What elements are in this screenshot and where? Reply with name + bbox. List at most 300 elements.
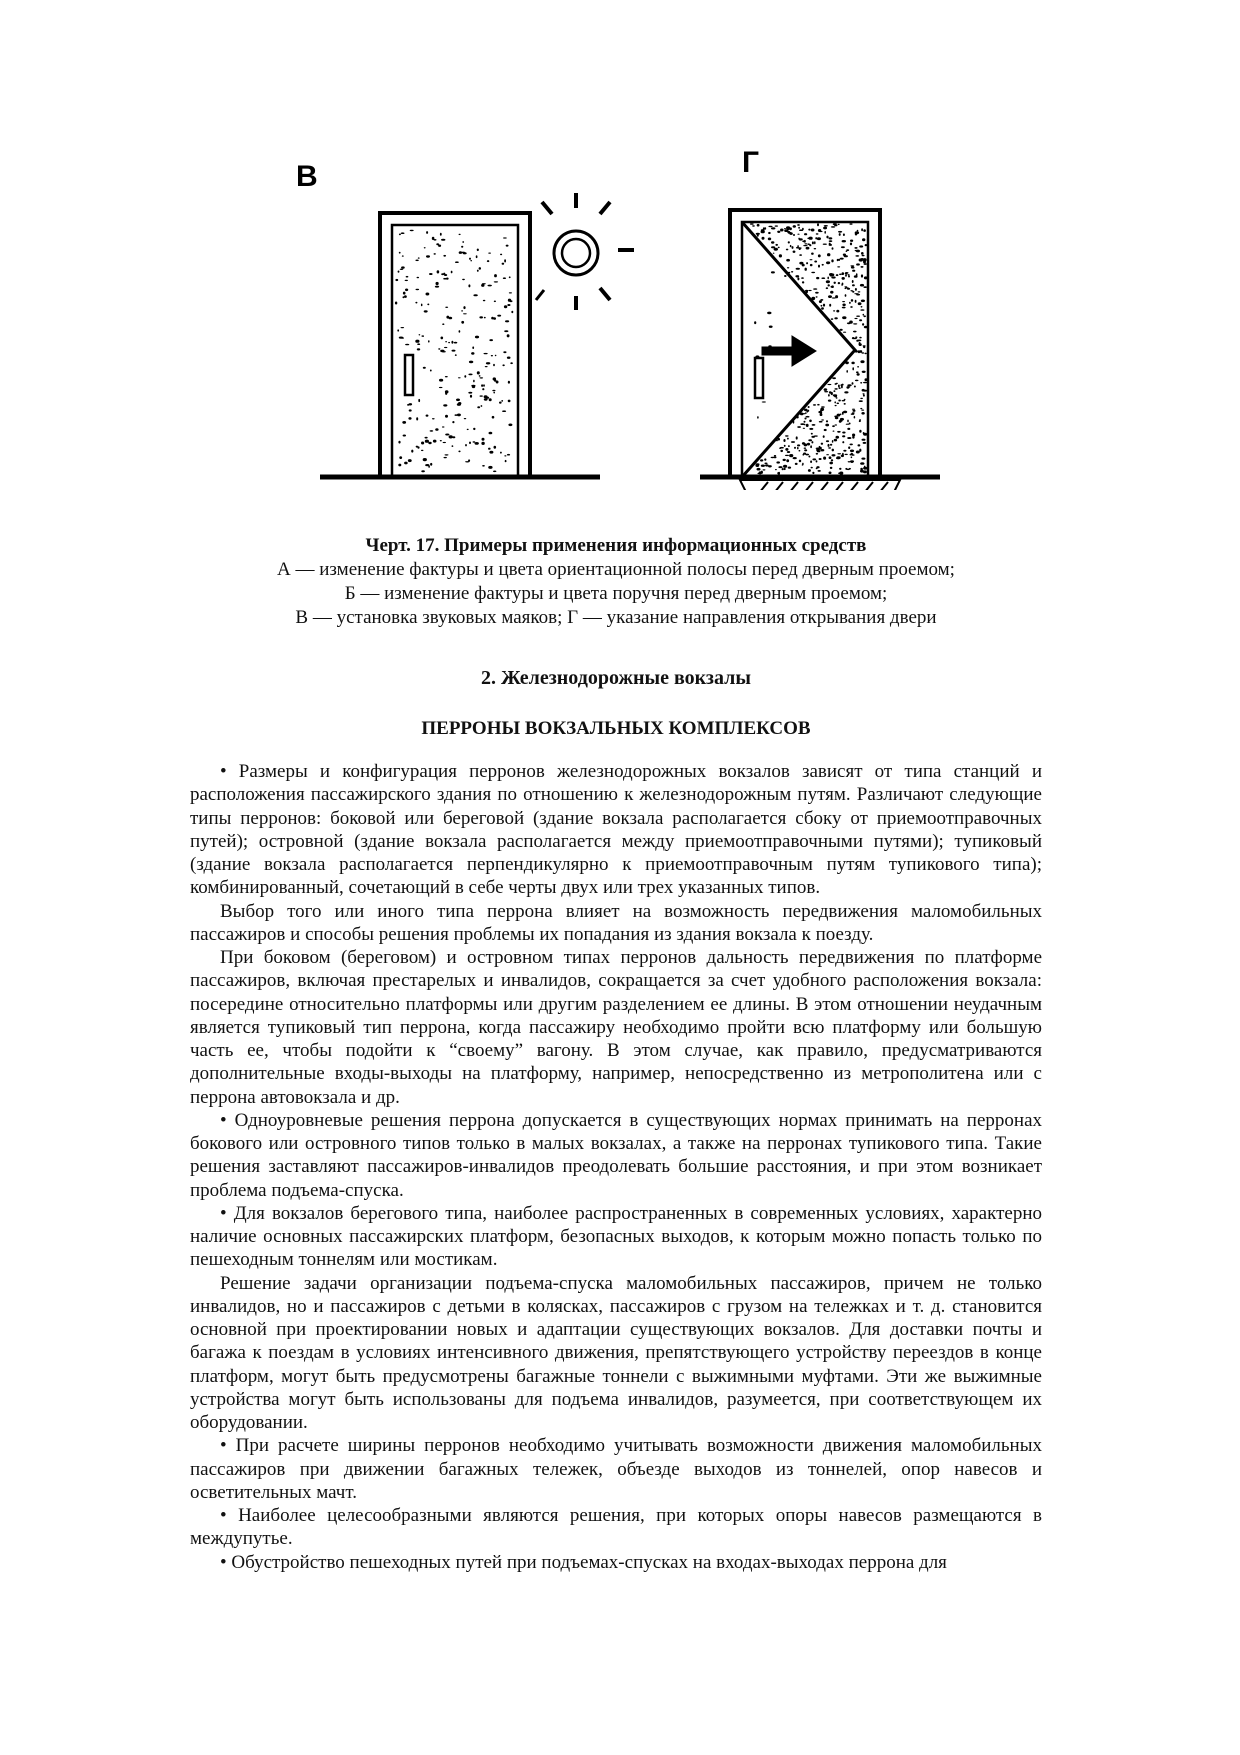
texture-speckle — [452, 421, 454, 423]
texture-speckle — [792, 246, 794, 249]
texture-speckle — [848, 274, 850, 275]
texture-speckle — [784, 275, 787, 277]
texture-speckle — [831, 259, 833, 262]
texture-speckle — [804, 424, 806, 426]
texture-speckle — [842, 307, 846, 309]
texture-speckle — [861, 266, 864, 268]
texture-speckle — [504, 455, 506, 456]
texture-speckle — [779, 254, 782, 257]
texture-speckle — [855, 255, 859, 257]
texture-speckle — [488, 253, 491, 254]
texture-speckle — [443, 273, 445, 275]
texture-speckle — [821, 277, 825, 279]
texture-speckle — [506, 245, 509, 247]
texture-speckle — [859, 319, 862, 321]
texture-speckle — [421, 335, 423, 336]
texture-speckle — [505, 320, 509, 322]
texture-speckle — [832, 440, 834, 443]
texture-speckle — [791, 441, 795, 443]
texture-speckle — [430, 370, 432, 372]
texture-speckle — [769, 326, 773, 328]
texture-speckle — [854, 416, 856, 419]
texture-speckle — [817, 223, 819, 226]
texture-speckle — [464, 375, 466, 378]
texture-speckle — [764, 458, 766, 460]
texture-speckle — [836, 456, 840, 459]
texture-speckle — [861, 410, 864, 411]
texture-speckle — [451, 271, 453, 274]
texture-speckle — [445, 434, 449, 436]
texture-speckle — [804, 233, 807, 235]
texture-speckle — [401, 327, 405, 328]
texture-speckle — [859, 449, 861, 452]
texture-speckle — [849, 423, 851, 425]
texture-speckle — [456, 399, 460, 402]
texture-speckle — [461, 310, 463, 311]
texture-speckle — [470, 260, 472, 261]
texture-speckle — [842, 301, 845, 302]
texture-speckle — [771, 227, 775, 229]
texture-speckle — [808, 229, 810, 231]
texture-speckle — [771, 271, 775, 273]
texture-speckle — [829, 273, 833, 276]
texture-speckle — [851, 266, 855, 268]
texture-speckle — [508, 299, 511, 302]
texture-speckle — [402, 421, 406, 424]
texture-speckle — [833, 390, 835, 392]
texture-speckle — [811, 433, 813, 435]
texture-speckle — [812, 424, 816, 426]
texture-speckle — [426, 231, 428, 234]
texture-speckle — [807, 443, 810, 446]
texture-speckle — [827, 262, 830, 264]
texture-speckle — [476, 255, 478, 258]
texture-speckle — [461, 321, 464, 324]
texture-speckle — [846, 249, 849, 251]
paragraph: При боковом (береговом) и островном типах перронов дальность передвижения по платформе пассажиров, включая престарелых и инвалидов, сокращается за счет удобного расположения вокзала: посередине относительно платформы или другим разделением ее длины. В этом отношении неудачным является тупиковый тип перрона, когда пассажиру необходимо пройти всю платформу или большую часть ее, чтобы подойти к “своему” вагону. В этом случае, как правило, предусматриваются дополнительные входы-выходы на платформу, например, непосредственно из метрополитена или с перрона автовокзала и др. — [190, 947, 1042, 1108]
texture-speckle — [452, 445, 454, 447]
texture-speckle — [857, 340, 861, 342]
texture-speckle — [864, 353, 866, 355]
texture-speckle — [849, 321, 853, 324]
texture-speckle — [799, 460, 801, 463]
texture-speckle — [488, 448, 491, 450]
texture-speckle — [842, 441, 844, 443]
texture-speckle — [502, 410, 506, 412]
texture-speckle — [448, 342, 450, 343]
texture-speckle — [458, 402, 461, 405]
texture-speckle — [445, 376, 448, 377]
texture-speckle — [861, 252, 864, 255]
texture-speckle — [847, 428, 850, 430]
texture-speckle — [809, 428, 813, 430]
texture-speckle — [509, 276, 511, 278]
texture-speckle — [797, 447, 799, 450]
texture-speckle — [782, 468, 784, 470]
texture-speckle — [825, 424, 829, 427]
texture-speckle — [799, 254, 802, 256]
texture-speckle — [859, 337, 861, 339]
caption-line: А — изменение фактуры и цвета ориентационной полосы перед дверным проемом; — [277, 559, 955, 580]
texture-speckle — [861, 258, 864, 260]
texture-speckle — [845, 361, 849, 364]
texture-speckle — [798, 238, 800, 240]
texture-speckle — [811, 229, 815, 232]
texture-speckle — [848, 446, 850, 449]
texture-speckle — [823, 227, 827, 230]
texture-speckle — [774, 248, 778, 251]
texture-speckle — [824, 391, 828, 392]
texture-speckle — [809, 420, 812, 423]
texture-speckle — [852, 436, 854, 439]
texture-speckle — [856, 316, 860, 317]
texture-speckle — [479, 375, 481, 377]
texture-speckle — [410, 230, 414, 231]
texture-speckle — [401, 266, 405, 268]
texture-speckle — [806, 290, 808, 293]
texture-speckle — [430, 430, 434, 432]
texture-speckle — [750, 223, 754, 225]
figure-caption — [190, 534, 1042, 630]
texture-speckle — [777, 438, 780, 441]
texture-speckle — [477, 270, 479, 272]
texture-speckle — [835, 405, 837, 406]
texture-speckle — [812, 472, 814, 474]
texture-speckle — [775, 469, 777, 470]
texture-speckle — [783, 459, 786, 461]
texture-speckle — [398, 441, 400, 444]
texture-speckle — [493, 364, 495, 367]
texture-speckle — [849, 223, 852, 225]
texture-speckle — [477, 371, 480, 374]
texture-speckle — [427, 304, 429, 306]
texture-speckle — [858, 302, 862, 305]
texture-speckle — [462, 279, 465, 280]
texture-speckle — [838, 231, 842, 233]
texture-speckle — [763, 227, 765, 230]
texture-speckle — [804, 448, 807, 449]
texture-speckle — [839, 387, 841, 389]
texture-speckle — [428, 340, 430, 342]
texture-speckle — [833, 431, 835, 432]
texture-speckle — [798, 227, 800, 229]
texture-speckle — [860, 309, 864, 311]
texture-speckle — [834, 282, 836, 284]
texture-speckle — [438, 245, 441, 247]
texture-speckle — [806, 424, 809, 427]
texture-speckle — [767, 312, 771, 315]
texture-speckle — [802, 442, 805, 445]
texture-speckle — [494, 274, 497, 277]
texture-speckle — [411, 450, 413, 453]
texture-speckle — [504, 330, 508, 332]
texture-speckle — [862, 255, 865, 257]
texture-speckle — [847, 469, 850, 470]
texture-speckle — [773, 253, 775, 254]
texture-speckle — [756, 233, 760, 235]
texture-speckle — [470, 395, 472, 398]
texture-speckle — [862, 439, 866, 441]
texture-speckle — [829, 462, 833, 465]
texture-speckle — [842, 277, 845, 280]
texture-speckle — [847, 420, 849, 423]
texture-speckle — [425, 440, 429, 443]
texture-speckle — [855, 300, 857, 303]
texture-speckle — [428, 442, 431, 444]
texture-speckle — [842, 272, 845, 275]
texture-speckle — [768, 238, 771, 241]
texture-speckle — [861, 228, 863, 231]
texture-speckle — [449, 435, 453, 438]
texture-speckle — [857, 373, 860, 376]
texture-speckle — [445, 415, 448, 418]
texture-speckle — [850, 243, 852, 246]
texture-speckle — [445, 454, 449, 455]
texture-speckle — [804, 449, 807, 451]
texture-speckle — [841, 284, 843, 285]
texture-speckle — [837, 414, 841, 417]
texture-speckle — [860, 462, 864, 465]
texture-speckle — [831, 285, 833, 288]
texture-speckle — [421, 450, 424, 451]
texture-speckle — [807, 243, 810, 245]
texture-speckle — [855, 288, 857, 291]
texture-speckle — [827, 384, 831, 385]
texture-speckle — [442, 323, 444, 325]
texture-speckle — [837, 266, 840, 267]
texture-speckle — [811, 299, 815, 301]
texture-speckle — [452, 350, 456, 352]
texture-speckle — [842, 304, 845, 307]
texture-speckle — [487, 260, 489, 262]
texture-speckle — [816, 296, 818, 297]
texture-speckle — [504, 259, 506, 262]
texture-speckle — [756, 463, 760, 465]
texture-speckle — [808, 439, 812, 441]
texture-speckle — [768, 232, 771, 234]
texture-speckle — [458, 377, 461, 378]
texture-speckle — [440, 440, 442, 441]
paragraph: • Для вокзалов берегового типа, наиболее распространенных в современных условиях, характерно наличие основных пассажирских платформ, безопасных выходов, к которым можно попасть только по пешеходным тоннелям или мостикам. — [190, 1202, 1042, 1271]
texture-speckle — [493, 392, 495, 394]
texture-speckle — [419, 334, 421, 335]
texture-speckle — [857, 366, 859, 368]
texture-speckle — [486, 362, 490, 364]
texture-speckle — [493, 377, 496, 380]
texture-speckle — [784, 229, 788, 232]
texture-speckle — [399, 337, 403, 339]
texture-speckle — [863, 346, 865, 348]
figure-label-g: Г — [742, 146, 760, 179]
texture-speckle — [433, 440, 437, 443]
texture-speckle — [852, 412, 855, 413]
texture-speckle — [820, 413, 823, 416]
texture-speckle — [804, 421, 806, 423]
texture-speckle — [403, 292, 406, 295]
texture-speckle — [795, 275, 799, 277]
texture-speckle — [852, 337, 855, 339]
texture-speckle — [828, 444, 830, 447]
texture-speckle — [856, 371, 859, 373]
texture-speckle — [859, 430, 861, 433]
texture-speckle — [850, 290, 853, 291]
paragraph: Решение задачи организации подъема-спуска маломобильных пассажиров, причем не только инвалидов, но и пассажиров с детьми в колясках, пассажиров с грузом на тележках и т. д. становится основной при проектировании новых и адаптации существующих вокзалов. Для доставки почты и багажа к поездам в условиях интенсивного движения, препятствующего устройству переездов в конце платформ, могут быть предусмотрены багажные тоннели с выжимными муфтами. Эти же выжимные устройства могут быть использованы для подъема инвалидов, разумеется, при соответствующем их оборудовании. — [190, 1272, 1042, 1433]
texture-speckle — [761, 471, 763, 474]
texture-speckle — [463, 313, 467, 314]
texture-speckle — [844, 403, 846, 405]
texture-speckle — [836, 310, 839, 313]
texture-speckle — [836, 274, 839, 276]
texture-speckle — [492, 390, 495, 392]
texture-speckle — [865, 378, 868, 381]
texture-speckle — [822, 264, 824, 266]
texture-speckle — [837, 453, 841, 454]
texture-speckle — [415, 260, 418, 262]
texture-speckle — [774, 456, 777, 458]
texture-speckle — [787, 438, 789, 440]
texture-speckle — [861, 412, 864, 415]
texture-speckle — [824, 231, 826, 234]
texture-speckle — [485, 366, 488, 367]
texture-speckle — [843, 450, 846, 452]
texture-speckle — [780, 229, 784, 232]
texture-speckle — [418, 257, 420, 258]
texture-speckle — [827, 253, 830, 256]
texture-speckle — [793, 234, 795, 236]
texture-speckle — [832, 425, 835, 427]
texture-speckle — [860, 382, 862, 384]
texture-speckle — [511, 311, 513, 313]
texture-speckle — [797, 426, 801, 428]
texture-speckle — [826, 236, 828, 239]
texture-speckle — [790, 245, 792, 247]
texture-speckle — [843, 411, 847, 414]
texture-speckle — [443, 278, 447, 280]
texture-speckle — [788, 272, 791, 274]
texture-speckle — [826, 440, 829, 442]
texture-speckle — [830, 291, 833, 294]
texture-speckle — [801, 277, 804, 279]
texture-speckle — [824, 388, 828, 391]
texture-speckle — [861, 306, 863, 308]
texture-speckle — [428, 465, 430, 468]
texture-speckle — [491, 317, 494, 320]
texture-speckle — [819, 421, 823, 423]
texture-speckle — [858, 350, 861, 353]
texture-speckle — [459, 234, 461, 235]
texture-speckle — [799, 450, 801, 452]
texture-speckle — [793, 420, 795, 423]
texture-speckle — [861, 300, 865, 303]
texture-speckle — [491, 355, 493, 356]
texture-speckle — [829, 391, 832, 393]
texture-speckle — [832, 449, 834, 452]
texture-speckle — [860, 284, 864, 287]
texture-speckle — [800, 413, 804, 416]
texture-speckle — [762, 237, 765, 240]
texture-speckle — [844, 391, 848, 393]
texture-speckle — [509, 292, 512, 293]
texture-speckle — [771, 241, 774, 243]
texture-speckle — [850, 306, 853, 308]
texture-speckle — [811, 272, 815, 273]
texture-speckle — [397, 329, 399, 331]
texture-speckle — [817, 237, 821, 240]
texture-speckle — [468, 284, 470, 287]
texture-speckle — [814, 241, 816, 244]
texture-speckle — [434, 253, 436, 255]
texture-speckle — [473, 294, 477, 296]
texture-speckle — [819, 300, 822, 303]
texture-speckle — [845, 287, 849, 288]
texture-speckle — [806, 410, 808, 412]
texture-speckle — [834, 388, 837, 390]
texture-speckle — [438, 348, 440, 349]
caption-line: Б — изменение фактуры и цвета поручня перед дверным проемом; — [344, 583, 888, 604]
texture-speckle — [764, 463, 767, 465]
texture-speckle — [403, 435, 406, 437]
texture-speckle — [499, 402, 502, 404]
texture-speckle — [507, 304, 510, 306]
texture-speckle — [502, 364, 504, 366]
texture-speckle — [810, 445, 812, 448]
texture-speckle — [465, 444, 467, 446]
texture-speckle — [402, 255, 404, 256]
texture-speckle — [399, 456, 402, 459]
texture-speckle — [500, 452, 502, 454]
texture-speckle — [850, 450, 854, 453]
texture-speckle — [489, 451, 493, 454]
texture-speckle — [863, 315, 866, 317]
texture-speckle — [400, 269, 404, 270]
texture-speckle — [777, 472, 780, 474]
texture-speckle — [860, 398, 863, 399]
texture-speckle — [821, 419, 824, 420]
texture-speckle — [440, 350, 444, 353]
texture-speckle — [789, 454, 793, 457]
texture-speckle — [757, 468, 761, 471]
texture-speckle — [818, 470, 821, 472]
texture-speckle — [417, 348, 420, 350]
texture-speckle — [842, 240, 846, 242]
texture-speckle — [495, 355, 497, 356]
texture-speckle — [846, 370, 848, 373]
texture-speckle — [472, 346, 474, 349]
texture-speckle — [844, 255, 848, 257]
texture-speckle — [856, 451, 860, 454]
texture-speckle — [845, 454, 848, 455]
texture-speckle — [804, 418, 806, 420]
texture-speckle — [494, 301, 496, 303]
texture-speckle — [788, 445, 790, 447]
texture-speckle — [849, 302, 851, 304]
texture-speckle — [508, 424, 512, 427]
texture-speckle — [484, 317, 486, 319]
texture-speckle — [443, 442, 446, 443]
texture-speckle — [778, 247, 780, 249]
texture-speckle — [810, 259, 813, 260]
texture-speckle — [840, 418, 844, 421]
texture-speckle — [863, 432, 865, 434]
texture-speckle — [823, 304, 825, 307]
texture-speckle — [863, 382, 867, 384]
texture-speckle — [467, 429, 469, 430]
texture-speckle — [858, 291, 861, 292]
texture-speckle — [425, 437, 428, 439]
texture-speckle — [484, 398, 488, 401]
paragraph: • При расчете ширины перронов необходимо учитывать возможности движения маломобильных пассажиров при движении багажных тележек, объезде выходов из тоннелей, опор навесов и осветительных мачт. — [190, 1435, 1042, 1503]
texture-speckle — [831, 226, 835, 228]
